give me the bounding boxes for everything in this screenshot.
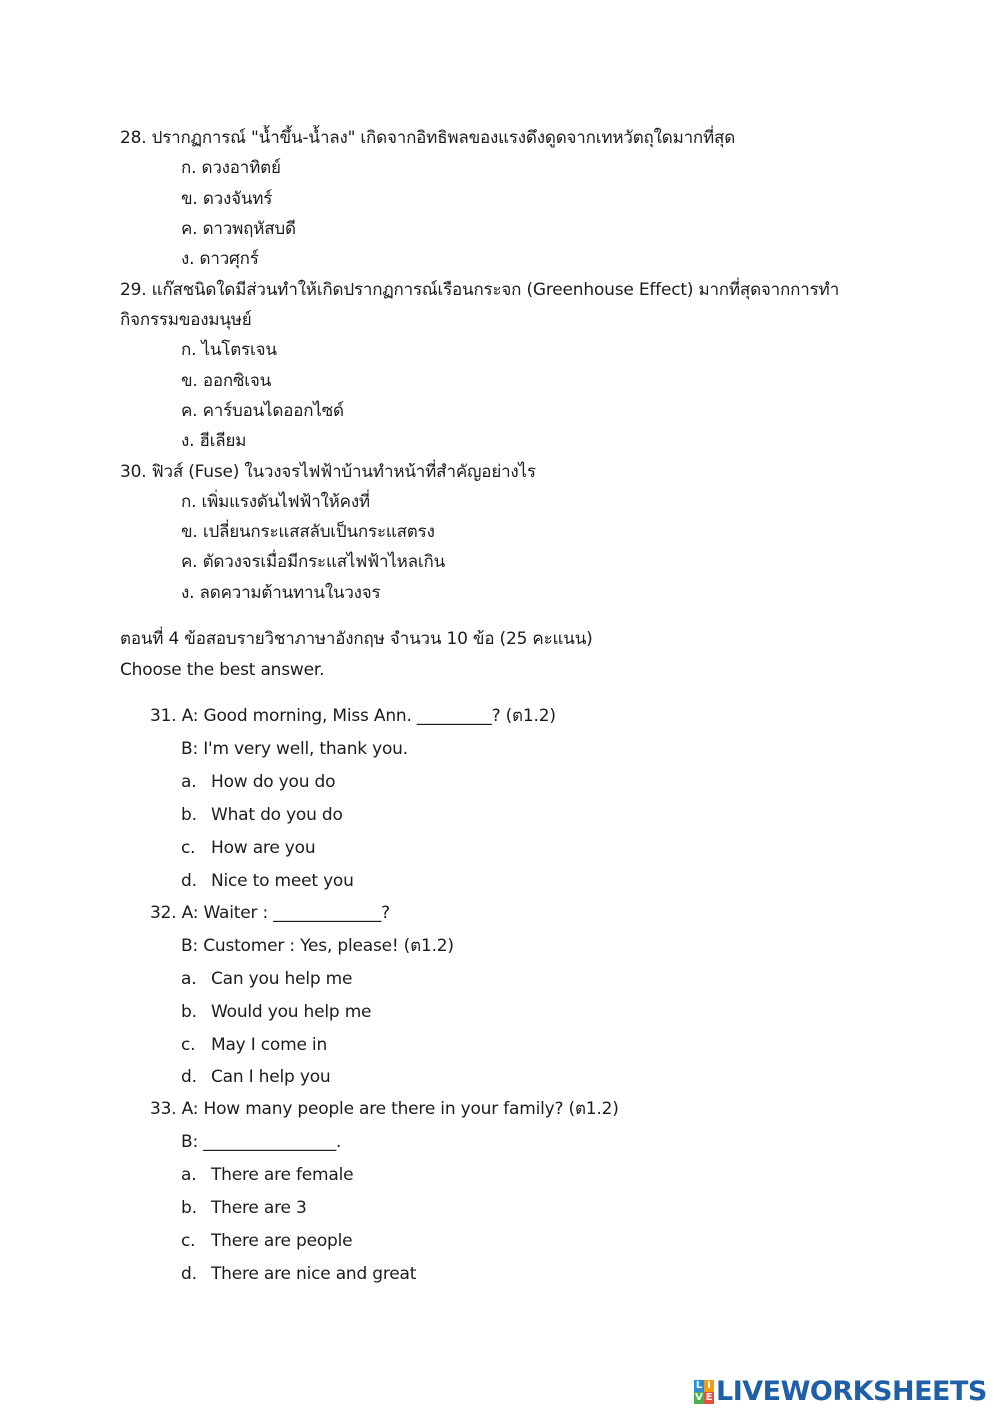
question-33-option-a[interactable]: There are female [211, 1165, 354, 1185]
logo-wordmark: LIVEWORKSHEETS [716, 1376, 987, 1407]
question-32-option-b-letter: b. [181, 1002, 197, 1022]
question-31-option-b-letter: b. [181, 805, 197, 825]
question-33-option-a-letter: a. [181, 1165, 197, 1185]
question-30-option-2[interactable]: ข. เปลี่ยนกระแสสลับเป็นกระแสตรง [181, 522, 435, 542]
question-31-option-c-letter: c. [181, 838, 196, 858]
section-4-heading: ตอนที่ 4 ข้อสอบรายวิชาภาษาอังกฤษ จำนวน 10 ข้อ (25 คะแนน) [120, 629, 593, 649]
question-29-option-3[interactable]: ค. คาร์บอนไดออกไซด์ [181, 401, 344, 421]
question-28-option-4[interactable]: ง. ดาวศุกร์ [181, 249, 259, 269]
question-30-option-1[interactable]: ก. เพิ่มแรงดันไฟฟ้าให้คงที่ [181, 492, 370, 512]
question-31-option-d[interactable]: Nice to meet you [211, 871, 354, 891]
question-28-option-2[interactable]: ข. ดวงจันทร์ [181, 189, 273, 209]
live-logo-icon: L I V E [695, 1380, 713, 1403]
question-31-option-b[interactable]: What do you do [211, 805, 343, 825]
question-31-a-line: 31. A: Good morning, Miss Ann. _________? (ต1.2) [150, 706, 556, 726]
question-32-option-b[interactable]: Would you help me [211, 1002, 372, 1022]
question-30-option-4[interactable]: ง. ลดความต้านทานในวงจร [181, 583, 381, 603]
question-29-text-line2: กิจกรรมของมนุษย์ [120, 310, 252, 330]
question-32-a-line: 32. A: Waiter : _____________? [150, 903, 390, 923]
question-31-option-d-letter: d. [181, 871, 197, 891]
question-30-text: 30. ฟิวส์ (Fuse) ในวงจรไฟฟ้าบ้านทำหน้าที่สำคัญอย่างไร [120, 462, 536, 482]
question-33-option-c-letter: c. [181, 1231, 196, 1251]
question-32-option-a[interactable]: Can you help me [211, 969, 353, 989]
question-29-text-line1: 29. แก๊สชนิดใดมีส่วนทำให้เกิดปรากฏการณ์เรือนกระจก (Greenhouse Effect) มากที่สุดจากการทำ [120, 280, 840, 300]
question-33-option-c[interactable]: There are people [211, 1231, 353, 1251]
question-31-option-a-letter: a. [181, 772, 197, 792]
question-33-a-line: 33. A: How many people are there in your family? (ต1.2) [150, 1099, 619, 1119]
question-33-b-line: B: ________________. [181, 1132, 342, 1152]
question-30-option-3[interactable]: ค. ตัดวงจรเมื่อมีกระแสไฟฟ้าไหลเกิน [181, 552, 445, 572]
question-28-option-1[interactable]: ก. ดวงอาทิตย์ [181, 158, 281, 178]
question-33-option-d-letter: d. [181, 1264, 197, 1284]
question-28-text: 28. ปรากฏการณ์ "น้ำขึ้น-น้ำลง" เกิดจากอิทธิพลของแรงดึงดูดจากเทหวัตถุใดมากที่สุด [120, 128, 736, 148]
question-32-option-d-letter: d. [181, 1067, 197, 1087]
question-33-option-b[interactable]: There are 3 [211, 1198, 307, 1218]
question-32-b-line: B: Customer : Yes, please! (ต1.2) [181, 936, 454, 956]
question-31-option-a[interactable]: How do you do [211, 772, 336, 792]
question-29-option-1[interactable]: ก. ไนโตรเจน [181, 340, 277, 360]
question-32-option-d[interactable]: Can I help you [211, 1067, 331, 1087]
question-29-option-2[interactable]: ข. ออกซิเจน [181, 371, 272, 391]
question-32-option-c-letter: c. [181, 1035, 196, 1055]
question-33-option-d[interactable]: There are nice and great [211, 1264, 417, 1284]
question-32-option-c[interactable]: May I come in [211, 1035, 328, 1055]
question-29-option-4[interactable]: ง. ฮีเลียม [181, 431, 247, 451]
question-31-option-c[interactable]: How are you [211, 838, 316, 858]
question-28-option-3[interactable]: ค. ดาวพฤหัสบดี [181, 219, 296, 239]
liveworksheets-logo[interactable] [694, 1376, 987, 1408]
question-31-b-line: B: I'm very well, thank you. [181, 739, 408, 759]
question-32-option-a-letter: a. [181, 969, 197, 989]
question-33-option-b-letter: b. [181, 1198, 197, 1218]
section-4-instruction: Choose the best answer. [120, 660, 325, 680]
